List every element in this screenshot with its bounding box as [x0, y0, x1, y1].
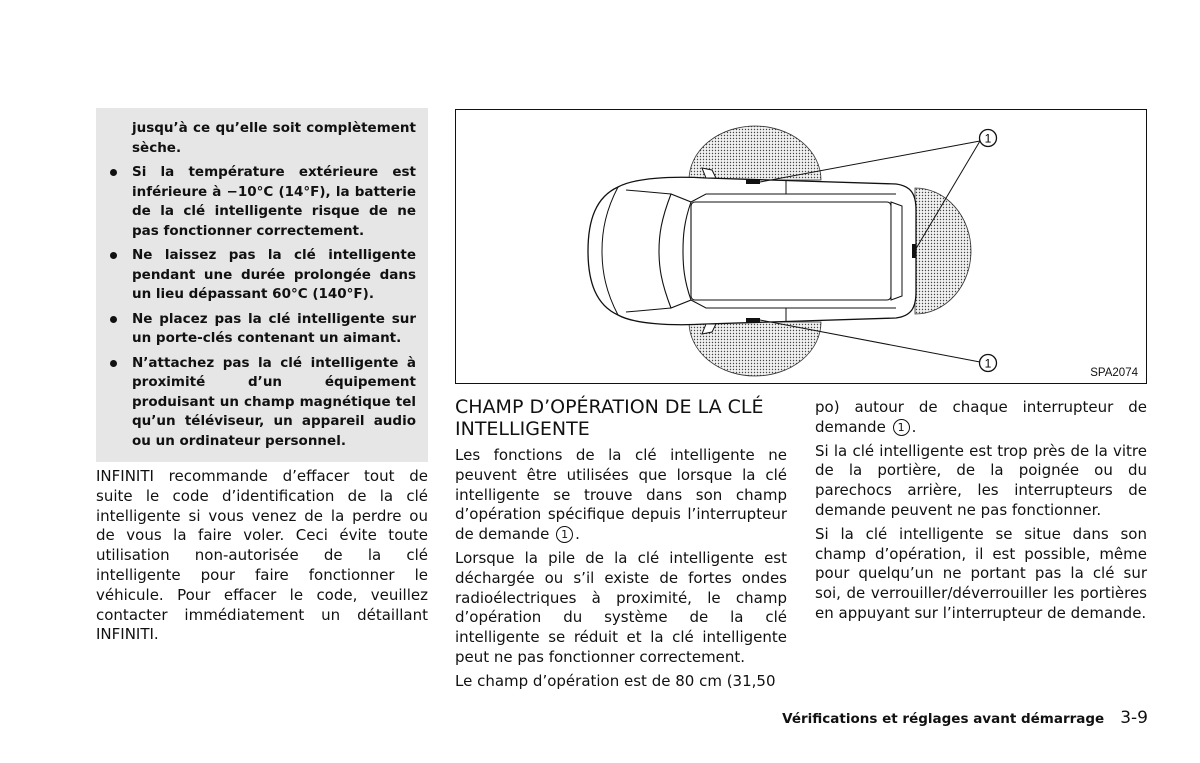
callout-1-top-label: 1 — [984, 131, 992, 146]
list-item — [108, 354, 416, 452]
caution-list — [108, 163, 416, 456]
section-title: CHAMP D’OPÉRATION DE LA CLÉ INTELLIGENTE — [455, 396, 764, 440]
callout-1-bottom-label: 1 — [984, 356, 992, 371]
list-item-text: Si la température extérieure est inférieure à −10°C (14°F), la batterie de la clé intelligente risque de ne pas fonctionner correctement. — [132, 164, 416, 239]
bullet-icon — [110, 316, 117, 323]
list-item-text: Ne laissez pas la clé intelligente pendant une durée prolongée dans un lieu dépassant 60°C (140°F). — [132, 247, 416, 302]
paragraph-1: Les fonctions de la clé intelligente ne peuvent être utilisées que lorsque la clé intelligente se trouve dans son champ d’opération spécifique depuis l’interrupteur de demande 1 . — [455, 446, 787, 544]
operating-range-figure — [455, 109, 1147, 384]
request-switch-rear — [746, 318, 760, 322]
range-zone-rear-hatch — [915, 188, 971, 314]
request-switch-hatch — [912, 244, 916, 258]
page-footer — [782, 708, 1148, 728]
roof — [691, 202, 891, 300]
chapter-title: Vérifications et réglages avant démarrage — [782, 711, 1105, 727]
car-top-view-illustration — [456, 110, 1148, 385]
list-item — [108, 163, 416, 241]
caution-lead: jusqu’à ce qu’elle soit complètement sèche. — [132, 120, 416, 156]
callout-ref-icon: 1 — [556, 526, 573, 543]
rear-window — [891, 202, 902, 300]
bullet-icon — [110, 252, 117, 259]
list-item — [108, 246, 416, 305]
callout-ref-icon: 1 — [893, 419, 910, 436]
paragraph-2: Lorsque la pile de la clé intelligente est déchargée ou s’il existe de fortes ondes radioélectriques à proximité, le champ d’opération du système de la clé intelligente se réduit et la clé intelligente peut ne pas fonctionner correctement. — [455, 548, 787, 666]
list-item — [108, 310, 416, 349]
paragraph-3: Le champ d’opération est de 80 cm (31,50 — [455, 671, 776, 690]
middle-column — [455, 446, 787, 696]
paragraph-3-cont: po) autour de chaque interrupteur de demande 1 . — [815, 398, 1147, 436]
left-paragraph: INFINITI recommande d’effacer tout de suite le code d’identification de la clé intelligente si vous venez de la perdre ou de vous la faire voler. Ceci évite toute utilisation non-autorisée de la clé intelligente pour faire fonctionner le véhicule. Pour effacer le code, veuillez contacter immédiatement un détaillant INFINITI. — [96, 467, 428, 644]
list-item-text: Ne placez pas la clé intelligente sur un porte-clés contenant un aimant. — [132, 310, 416, 346]
paragraph-5: Si la clé intelligente se situe dans son champ d’opération, il est possible, même pour quelqu’un ne portant pas la clé sur soi, de verrouiller/déverrouiller les portières en appuyant sur l’interrupteur de demande. — [815, 524, 1147, 622]
page-number: 3-9 — [1120, 708, 1148, 728]
paragraph-4: Si la clé intelligente est trop près de la vitre de la portière, de la poignée ou du parechocs arrière, les interrupteurs de demande peuvent ne pas fonctionner. — [815, 441, 1147, 519]
request-switch-front — [746, 180, 760, 184]
bullet-icon — [110, 169, 117, 176]
right-column — [815, 398, 1147, 628]
figure-code: SPA2074 — [1090, 367, 1138, 379]
bullet-icon — [110, 360, 117, 367]
list-item-text: N’attachez pas la clé intelligente à proximité d’un équipement produisant un champ magnétique tel qu’un téléviseur, un appareil audio ou un ordinateur personnel. — [132, 354, 416, 449]
